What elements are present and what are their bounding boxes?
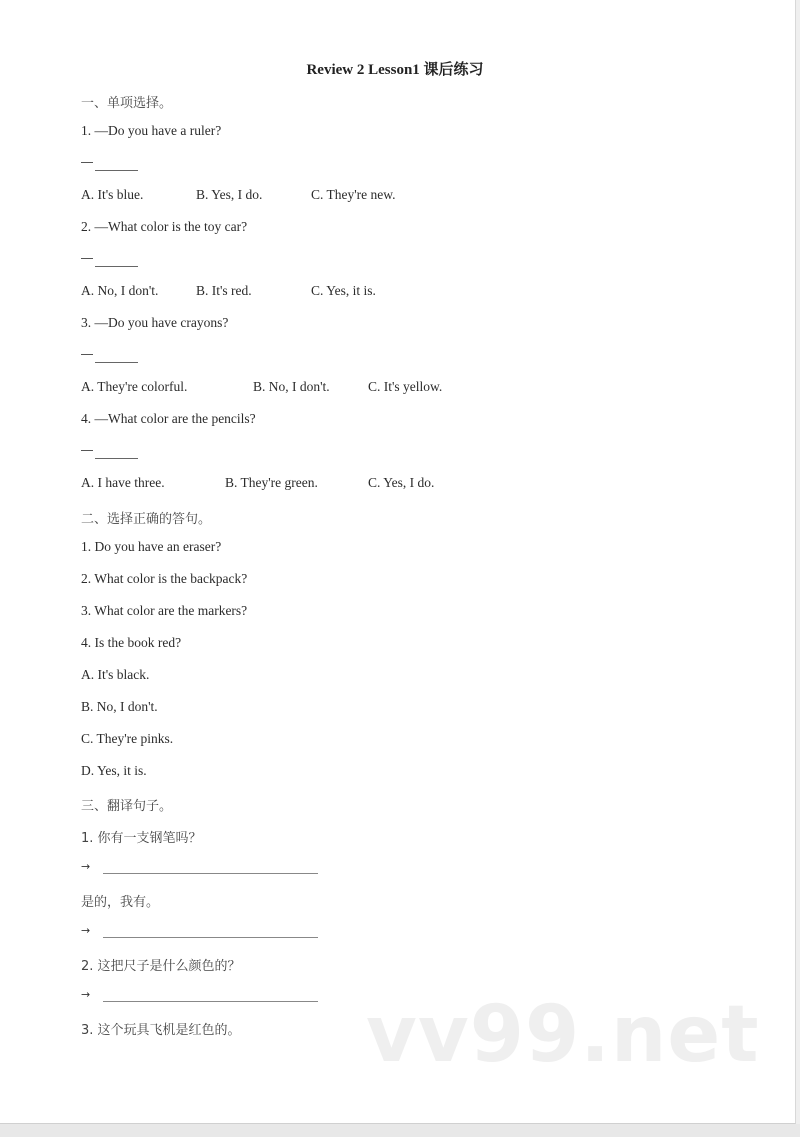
- page-title: Review 2 Lesson1 课后练习: [306, 62, 484, 78]
- s1-q2-option-c: C. Yes, it is.: [311, 283, 376, 298]
- s1-q3-option-a: A. They're colorful.: [81, 379, 188, 394]
- s3-answer-line-3: [81, 988, 321, 1008]
- s1-answer-blank-4: [81, 450, 139, 464]
- s1-answer-blank-3: [81, 354, 139, 368]
- s1-q2-option-a: A. No, I don't.: [81, 283, 159, 298]
- section1-heading: 一、单项选择。: [81, 96, 173, 111]
- s2-question-1: 1. Do you have an eraser?: [81, 539, 222, 554]
- s2-question-2: 2. What color is the backpack?: [81, 571, 248, 586]
- s3-item-1b: 是的，我有。: [81, 895, 160, 910]
- s2-answer-b: B. No, I don't.: [81, 699, 158, 714]
- s2-answer-d: D. Yes, it is.: [81, 763, 147, 778]
- s1-answer-blank-1: [81, 162, 139, 176]
- page-edge-right: [796, 0, 800, 1124]
- arrow-right-icon: →: [81, 924, 91, 937]
- s1-q3-option-c: C. It's yellow.: [368, 379, 443, 394]
- s1-q4-option-a: A. I have three.: [81, 475, 165, 490]
- page-edge-bottom: [0, 1124, 800, 1137]
- s1-q4-option-b: B. They're green.: [225, 475, 318, 490]
- s1-q2-option-b: B. It's red.: [196, 283, 252, 298]
- s3-item-2: 2. 这把尺子是什么颜色的？: [81, 959, 241, 974]
- s1-q1-option-b: B. Yes, I do.: [196, 187, 263, 202]
- watermark: vv99.net: [366, 990, 760, 1080]
- s2-answer-c: C. They're pinks.: [81, 731, 174, 746]
- arrow-right-icon: →: [81, 860, 91, 873]
- s3-answer-line-2: [81, 924, 321, 944]
- s1-q4-option-c: C. Yes, I do.: [368, 475, 435, 490]
- s1-answer-blank-2: [81, 258, 139, 272]
- s3-answer-line-1: [81, 860, 321, 880]
- s2-question-4: 4. Is the book red?: [81, 635, 182, 650]
- s3-item-1: 1. 你有一支钢笔吗？: [81, 831, 202, 846]
- section3-heading: 三、翻译句子。: [81, 799, 173, 814]
- arrow-right-icon: →: [81, 988, 91, 1001]
- s1-question-3: 3. —Do you have crayons?: [81, 315, 229, 330]
- s2-question-3: 3. What color are the markers?: [81, 603, 248, 618]
- s1-question-4: 4. —What color are the pencils?: [81, 411, 256, 426]
- s1-q1-option-a: A. It's blue.: [81, 187, 144, 202]
- s1-question-2: 2. —What color is the toy car?: [81, 219, 248, 234]
- s1-q1-option-c: C. They're new.: [311, 187, 396, 202]
- section2-heading: 二、选择正确的答句。: [81, 512, 212, 527]
- s2-answer-a: A. It's black.: [81, 667, 150, 682]
- s3-item-3: 3. 这个玩具飞机是红色的。: [81, 1023, 241, 1038]
- s1-question-1: 1. —Do you have a ruler?: [81, 123, 222, 138]
- s1-q3-option-b: B. No, I don't.: [253, 379, 330, 394]
